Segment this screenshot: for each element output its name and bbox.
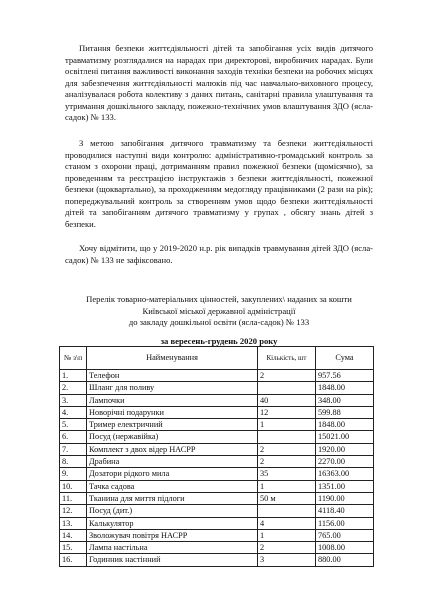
cell-qty: 12 [258,406,316,418]
cell-qty: 2 [258,542,316,554]
cell-name: Тачка садова [87,480,258,492]
cell-num: 14. [60,529,87,541]
table-row [60,468,374,480]
table-row [60,505,374,517]
table-row [60,394,374,406]
cell-qty: 2 [258,443,316,455]
cell-name: Посуд (нержавійка) [87,431,258,443]
cell-sum: 1156.00 [316,517,374,529]
table-row [60,443,374,455]
list-heading-line-1: Перелік товарно-матеріальних цінностей, закуплених\ наданих за кошти [86,294,352,304]
cell-sum: 880.00 [316,554,374,566]
cell-num: 3. [60,394,87,406]
cell-name: Шланг для поливу [87,382,258,394]
column-header-name: Найменування [87,347,258,370]
column-header-num: № з\п [60,347,87,370]
cell-num: 15. [60,542,87,554]
cell-qty: 50 м [258,492,316,504]
paragraph-no-injuries: Хочу відмітити, що у 2019-2020 н.р. рік випадків травмування дітей ЗДО (ясла-садок) № 133 не зафіксовано. [65,243,373,265]
cell-num: 1. [60,370,87,382]
list-heading-line-2: Київської міської державної адміністрації [142,305,296,316]
cell-name: Годинник настінний [87,554,258,566]
cell-sum: 599.88 [316,406,374,418]
cell-sum: 15021.00 [316,431,374,443]
cell-qty: 4 [258,517,316,529]
column-header-qty: Кількість, шт [258,347,316,370]
cell-num: 12. [60,505,87,517]
cell-sum: 2270.00 [316,456,374,468]
table-row [60,492,374,504]
cell-qty: 1 [258,529,316,541]
cell-qty: 40 [258,394,316,406]
cell-num: 9. [60,468,87,480]
cell-num: 16. [60,554,87,566]
table-row [60,529,374,541]
table-row [60,431,374,443]
cell-name: Тример електричний [87,419,258,431]
cell-num: 4. [60,406,87,418]
cell-name: Посуд (дит.) [87,505,258,517]
cell-name: Дозатори рідкого мила [87,468,258,480]
cell-num: 13. [60,517,87,529]
cell-name: Лампа настільна [87,542,258,554]
cell-num: 11. [60,492,87,504]
cell-sum: 1920.00 [316,443,374,455]
cell-num: 10. [60,480,87,492]
cell-sum: 348.00 [316,394,374,406]
table-row [60,480,374,492]
cell-name: Новорічні подарунки [87,406,258,418]
cell-sum: 1351.00 [316,480,374,492]
inventory-table [59,346,374,567]
column-header-sum: Сума [316,347,374,370]
table-row [60,517,374,529]
paragraph-control-types: З метою запобігання дитячого травматизму та безпеки життєдіяльності проводилися наступні види контролю: адміністративно-громадський контроль за станом з охорони праці, дотриманням правил пожежної безпеки (щомісячно), за проведенням та реєстрацією інструктажів з безпеки життєдіяльності, пожежної безпеки (щоквартально), за проходженням медогляду працівниками (2 рази на рік); попереджувальний контроль за створенням умов щодо безпеки життєдіяльності дітей та запобіганням дитячого травматизму у групах , обсягу знань дітей з безпеки. [65,138,373,229]
table-row [60,370,374,382]
cell-name: Тканина для миття підлоги [87,492,258,504]
cell-qty: 2 [258,456,316,468]
cell-sum: 1190.00 [316,492,374,504]
cell-qty: 1 [258,419,316,431]
table-row [60,382,374,394]
table-header-row [60,347,374,370]
cell-name: Лампочки [87,394,258,406]
cell-name: Калькулятор [87,517,258,529]
table-row [60,554,374,566]
paragraph-safety-meetings: Питання безпеки життєдіяльності дітей та запобігання усіх видів дитячого травматизму розглядалися на нарадах при директорові, виробничих нарадах. Були освітлені питання важливості виконання заходів техніки безпеки на робочих місцях для забезпечення життєдіяльності малюків під час навчально-виховного процесу, аналізувалася робота колективу з даних питань, санітарні правила улаштування та утримання дошкільного закладу, пожежно-технічних умов влаштування ЗДО (ясла-садок) № 133. [65,43,373,122]
table-row [60,542,374,554]
cell-qty: 2 [258,370,316,382]
cell-num: 8. [60,456,87,468]
cell-sum: 957.56 [316,370,374,382]
cell-qty [258,431,316,443]
table-row [60,456,374,468]
cell-qty [258,505,316,517]
list-heading-line-3: до закладу дошкільної освіти (ясла-садок) № 133 [128,317,310,327]
cell-qty [258,382,316,394]
cell-sum: 1848.00 [316,419,374,431]
table-row [60,406,374,418]
cell-num: 2. [60,382,87,394]
cell-sum: 1008.00 [316,542,374,554]
cell-sum: 1848.00 [316,382,374,394]
cell-sum: 4118.40 [316,505,374,517]
cell-qty: 1 [258,480,316,492]
cell-qty: 35 [258,468,316,480]
table-row [60,419,374,431]
cell-num: 6. [60,431,87,443]
cell-sum: 16363.00 [316,468,374,480]
cell-name: Телефон [87,370,258,382]
cell-name: Зволожувач повітря НАСРР [87,529,258,541]
cell-num: 7. [60,443,87,455]
cell-qty: 3 [258,554,316,566]
table-body [60,370,374,567]
cell-name: Драбина [87,456,258,468]
cell-sum: 765.00 [316,529,374,541]
list-period: за вересень-грудень 2020 року [160,336,278,346]
cell-name: Комплект з двох відер НАСРР [87,443,258,455]
cell-num: 5. [60,419,87,431]
